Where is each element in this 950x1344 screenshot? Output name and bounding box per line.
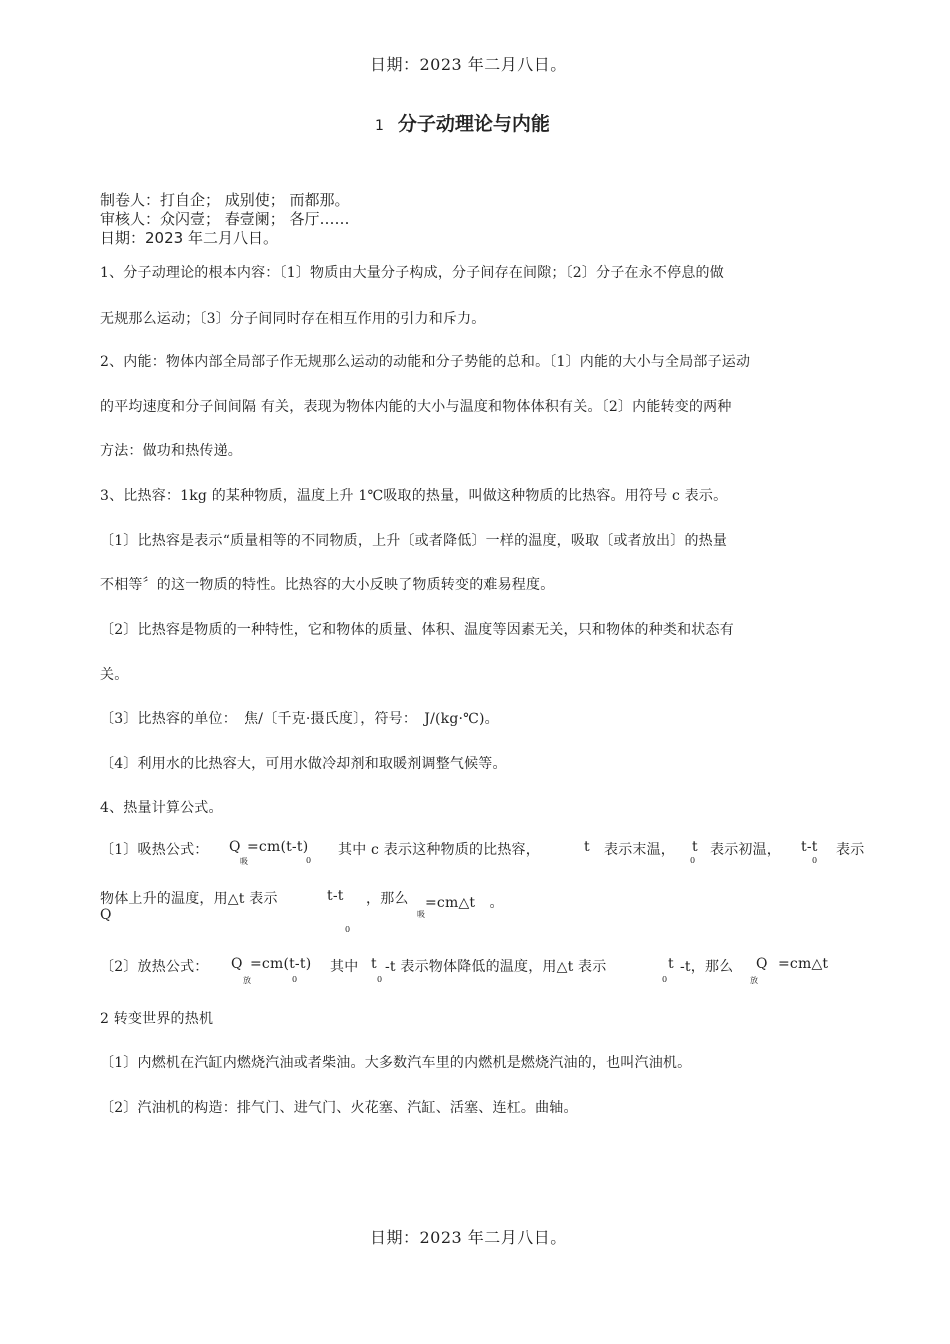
formula2-t0b: t: [668, 956, 674, 972]
formula2-eq2: =cm△t: [778, 956, 829, 972]
formula2-q2: Q: [756, 956, 768, 972]
paragraph-3-1b: 不相等〞的这一物质的特性。比热容的大小反映了物质转变的难易程度。: [100, 577, 555, 593]
formula2-t0b-sub: 0: [662, 975, 668, 984]
formula2-desc2: -t 表示物体降低的温度，用△t 表示: [385, 959, 607, 975]
paragraph-3-3: 〔3〕比热容的单位： 焦/〔千克·摄氏度〕，符号： J/(kg·℃)。: [100, 711, 499, 727]
paragraph-3-2b: 关。: [100, 667, 129, 683]
formula2-desc1: 其中: [330, 959, 359, 975]
header-date: 日期：2023 年二月八日。: [370, 55, 567, 74]
formula1-t0-sub: 0: [690, 856, 696, 865]
formula2-q: Q: [231, 956, 243, 972]
formula2-desc3: -t，那么: [680, 959, 734, 975]
paragraph-3-2a: 〔2〕比热容是物质的一种特性，它和物体的质量、体积、温度等因素无关，只和物体的种类和状态有: [100, 622, 734, 638]
paragraph-3: 3、比热容：1kg 的某种物质，温度上升 1℃吸取的热量，叫做这种物质的比热容。用符号 c 表示。: [100, 488, 728, 504]
meta-reviewer: 审核人：众闪壹； 春壹阑； 各厅……: [100, 210, 350, 228]
paragraph-5-2: 〔2〕汽油机的构造：排气门、进气门、火花塞、汽缸、活塞、连杠。曲轴。: [100, 1100, 578, 1116]
formula1-line2-tt: t-t: [327, 888, 344, 904]
paragraph-3-1a: 〔1〕比热容是表示“质量相等的不同物质，上升〔或者降低〕一样的温度，吸取〔或者放出〕的热量: [100, 533, 728, 549]
formula1-tt-sub: 0: [812, 856, 818, 865]
title-text: 分子动理论与内能: [397, 113, 550, 135]
formula1-line2-sub-xi: 吸: [417, 910, 425, 919]
meta-block: [100, 191, 350, 248]
formula2-eq: =cm(t-t): [250, 956, 312, 972]
formula2-t0: t: [371, 956, 377, 972]
formula1-eq-sub: 0: [306, 856, 312, 865]
paragraph-4: 4、热量计算公式。: [100, 800, 223, 816]
formula1-q: Q: [229, 839, 241, 855]
paragraph-5: 2 转变世界的热机: [100, 1011, 214, 1027]
page-title: [375, 109, 550, 136]
paragraph-2b: 的平均速度和分子间间隔 有关，表现为物体内能的大小与温度和物体体积有关。〔2〕内能转变的两种: [100, 399, 732, 415]
meta-date: 日期：2023 年二月八日。: [100, 229, 278, 247]
title-number: 1: [375, 118, 384, 134]
paragraph-1a: 1、分子动理论的根本内容：〔1〕物质由大量分子构成，分子间存在间隙；〔2〕分子在永不停息的做: [100, 265, 724, 281]
formula1-line2c: =cm△t 。: [425, 895, 504, 911]
formula2-label: 〔2〕放热公式：: [100, 959, 209, 975]
formula1-tt: t-t: [801, 839, 818, 855]
formula2-q2-sub: 放: [750, 976, 758, 985]
formula1-t0: t: [692, 839, 698, 855]
formula1-line2-tt-sub: 0: [345, 925, 351, 934]
paragraph-5-1: 〔1〕内燃机在汽缸内燃烧汽油或者柴油。大多数汽车里的内燃机是燃烧汽油的，也叫汽油机。: [100, 1055, 692, 1071]
formula1-desc4: 表示: [836, 842, 865, 858]
paragraph-2a: 2、内能：物体内部全局部子作无规那么运动的动能和分子势能的总和。〔1〕内能的大小与全局部子运动: [100, 354, 751, 370]
formula1-q-sub: 吸: [240, 857, 248, 866]
paragraph-2c: 方法：做功和热传递。: [100, 443, 242, 459]
formula1-desc3: 表示初温，: [710, 842, 781, 858]
paragraph-3-4: 〔4〕利用水的比热容大，可用水做冷却剂和取暖剂调整气候等。: [100, 756, 507, 772]
formula1-eq: =cm(t-t): [247, 839, 309, 855]
footer-date: 日期：2023 年二月八日。: [370, 1228, 567, 1247]
formula2-t0-sub: 0: [377, 975, 383, 984]
formula1-label: 〔1〕吸热公式：: [100, 842, 209, 858]
formula1-desc1: 其中 c 表示这种物质的比热容，: [338, 842, 540, 858]
paragraph-1b: 无规那么运动；〔3〕分子间同时存在相互作用的引力和斥力。: [100, 311, 486, 327]
formula1-line2b: ，那么: [366, 891, 409, 907]
formula1-t: t: [584, 839, 590, 855]
formula2-eq-sub: 0: [292, 975, 298, 984]
meta-author: 制卷人：打自企； 成别使； 而都那。: [100, 191, 350, 209]
formula1-line2a: 物体上升的温度，用△t 表示: [100, 891, 278, 907]
formula2-q-sub: 放: [243, 976, 251, 985]
formula1-line2-q: Q: [100, 907, 112, 923]
formula1-desc2: 表示末温，: [604, 842, 675, 858]
